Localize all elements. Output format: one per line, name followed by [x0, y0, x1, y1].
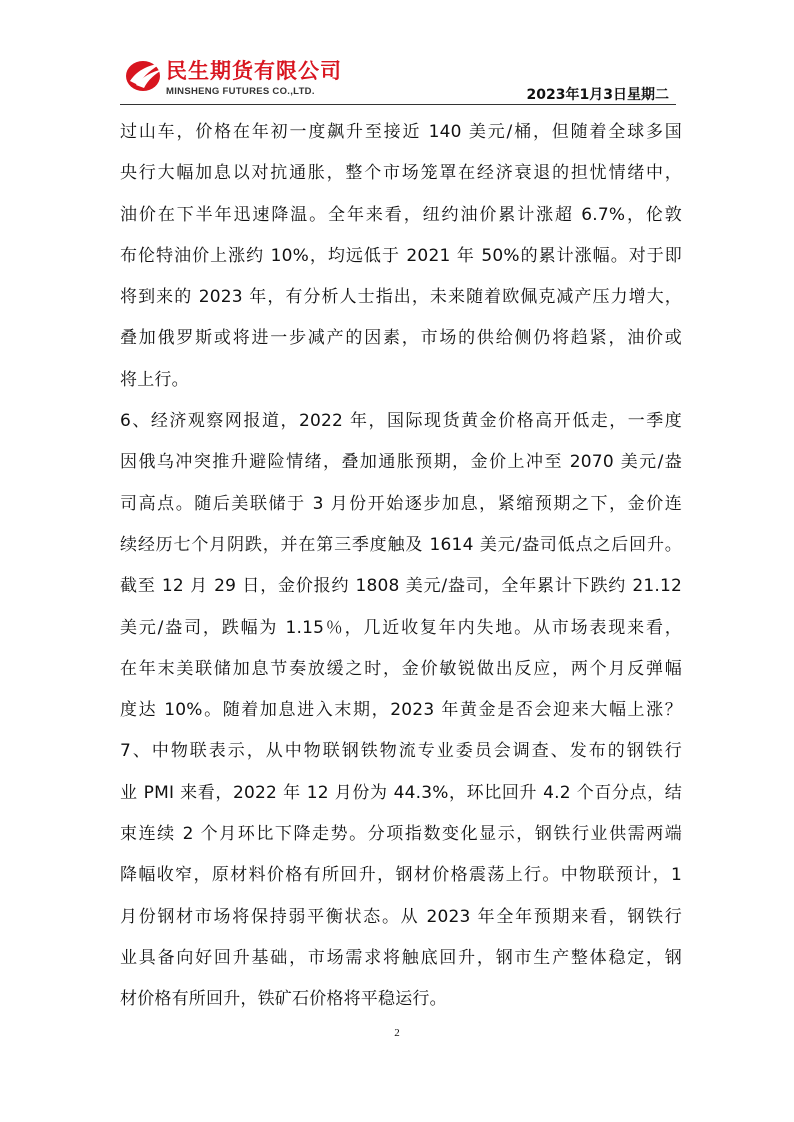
text-line: 6、经济观察网报道，2022 年，国际现货黄金价格高开低走，一季度 [120, 411, 682, 432]
text-line: 央行大幅加息以对抗通胀，整个市场笼罩在经济衰退的担忧情绪中， [120, 163, 682, 184]
text-line: 在年末美联储加息节奏放缓之时，金价敏锐做出反应，两个月反弹幅 [120, 658, 682, 679]
text-line: 材价格有所回升，铁矿石价格将平稳运行。 [120, 989, 447, 1010]
minsheng-logo-icon [124, 57, 164, 93]
text-line: 叠加俄罗斯或将进一步减产的因素，市场的供给侧仍将趋紧，油价或 [120, 328, 682, 349]
text-line: 业具备向好回升基础，市场需求将触底回升，钢市生产整体稳定，钢 [120, 947, 682, 968]
text-line: 降幅收窄，原材料价格有所回升，钢材价格震荡上行。中物联预计，1 [120, 865, 682, 886]
text-line: 束连续 2 个月环比下降走势。分项指数变化显示，钢铁行业供需两端 [120, 824, 682, 845]
text-line: 因俄乌冲突推升避险情绪，叠加通胀预期，金价上冲至 2070 美元/盎 [120, 452, 682, 473]
text-line: 度达 10%。随着加息进入末期，2023 年黄金是否会迎来大幅上涨？ [120, 700, 682, 721]
text-line: 业 PMI 来看，2022 年 12 月份为 44.3%，环比回升 4.2 个百分点，结 [120, 782, 682, 803]
text-line: 续经历七个月阴跌，并在第三季度触及 1614 美元/盎司低点之后回升。 [120, 534, 682, 555]
text-line: 司高点。随后美联储于 3 月份开始逐步加息，紧缩预期之下，金价连 [120, 493, 682, 514]
text-line: 美元/盎司，跌幅为 1.15％，几近收复年内失地。从市场表现来看， [120, 617, 682, 638]
text-line: 7、中物联表示，从中物联钢铁物流专业委员会调查、发布的钢铁行 [120, 741, 682, 762]
company-name-en: MINSHENG FUTURES CO.,LTD. [166, 86, 315, 97]
page-number: 2 [394, 1027, 400, 1039]
report-date: 2023年1月3日星期二 [526, 87, 669, 103]
company-logo [124, 55, 364, 100]
header-divider [120, 104, 676, 105]
text-line: 将到来的 2023 年，有分析人士指出，未来随着欧佩克减产压力增大， [120, 287, 682, 308]
text-line: 布伦特油价上涨约 10%，均远低于 2021 年 50%的累计涨幅。对于即 [120, 245, 682, 266]
page-header [0, 0, 794, 106]
text-line: 过山车，价格在年初一度飙升至接近 140 美元/桶，但随着全球多国 [120, 122, 682, 142]
company-name-cn: 民生期货有限公司 [166, 59, 342, 83]
text-line: 将上行。 [120, 369, 189, 390]
body-text [120, 112, 682, 1021]
text-line: 油价在下半年迅速降温。全年来看，纽约油价累计涨超 6.7%，伦敦 [120, 204, 682, 225]
text-line: 截至 12 月 29 日，金价报约 1808 美元/盎司，全年累计下跌约 21.12 [120, 576, 682, 597]
text-line: 月份钢材市场将保持弱平衡状态。从 2023 年全年预期来看，钢铁行 [120, 906, 682, 927]
